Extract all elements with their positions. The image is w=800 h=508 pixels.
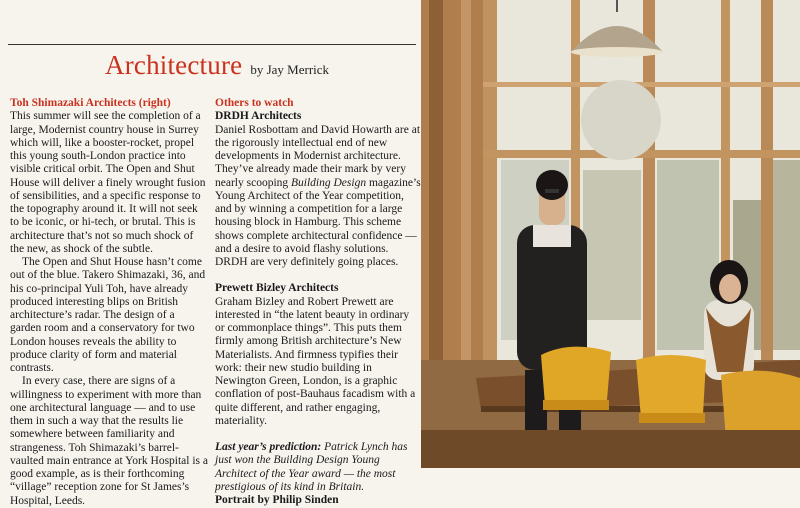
paragraph-drdh bbox=[215, 124, 421, 270]
prediction-text: Patrick Lynch has just won the Building Design Young Architect of the Year award — the most prestigious of its kind in Britain. bbox=[215, 441, 408, 493]
subhead-prewett-bizley: Prewett Bizley Architects bbox=[215, 282, 339, 295]
subhead-drdh: DRDH Architects bbox=[215, 110, 302, 123]
header-rule bbox=[8, 44, 416, 45]
column-left bbox=[10, 97, 208, 508]
page-title: Architecture bbox=[105, 50, 243, 80]
paragraph-3: In every case, there are signs of a willingness to experiment with more than one architectural language — and to use them in such a way that the results lie somewhere between familiarity and strangeness. Toh Shimazaki’s barrel-vaulted main entrance at York Hospital is a good example, as is their forthcoming “village” reception zone for St James’s Hospital, Leeds. bbox=[10, 375, 209, 507]
drdh-text-b: magazine’s Young Architect of the Year competition, and by winning a competition for a large housing block in Hamburg. This scheme shows complete architectural confidence — and a desire to avoid flashy solutions. DRDH are very definitely going places. bbox=[215, 176, 421, 268]
drdh-text-a: Daniel Rosbottam and David Howarth are at the rigorously intellectual end of new developments in Modernist architecture. They’ve already made their mark by very nearly scooping bbox=[215, 123, 421, 189]
byline: by Jay Merrick bbox=[250, 62, 330, 77]
prediction-label: Last year’s prediction: bbox=[215, 441, 322, 453]
portrait-illustration bbox=[421, 0, 800, 468]
paragraph-1: This summer will see the completion of a large, Modernist country house in Surrey which will, like a booster-rocket, propel this young south-London practice into visible critical orbit. The Open and Shut House will deliver a finely wrought fusion of sensibilities, and a specific response to the topography around it. It will not seek to be iconic, or hi-tech, or brutal. This is architecture that’s not so much shock of the new, as shock of the subtle. bbox=[10, 110, 206, 255]
section-head-toh-shimazaki: Toh Shimazaki Architects (right) bbox=[10, 97, 171, 109]
paragraph-2: The Open and Shut House hasn’t come out of the blue. Takero Shimazaki, 36, and his co-principal Yuli Toh, have already produced interesting blips on British architecture’s radar. The design of a garden room and a conservatory for two London houses reveals the ability to produce clarity of form and material contrasts. bbox=[10, 256, 206, 374]
drdh-text-italic: Building Design bbox=[291, 176, 367, 189]
article-heading bbox=[105, 50, 329, 81]
paragraph-prewett: Graham Bizley and Robert Prewett are interested in “the latent beauty in ordinary or commonplace things”. This puts them firmly among British architecture’s New Materialists. And firmness typifies their work: their new studio building in Newington Green, London, is a graphic conflation of post-Bauhaus facadism with a quite different, and rather engaging, materiality. bbox=[215, 295, 416, 427]
portrait-photo bbox=[421, 0, 800, 468]
section-head-others: Others to watch bbox=[215, 97, 294, 109]
column-right bbox=[215, 97, 421, 507]
photo-credit: Portrait by Philip Sinden bbox=[215, 494, 339, 506]
